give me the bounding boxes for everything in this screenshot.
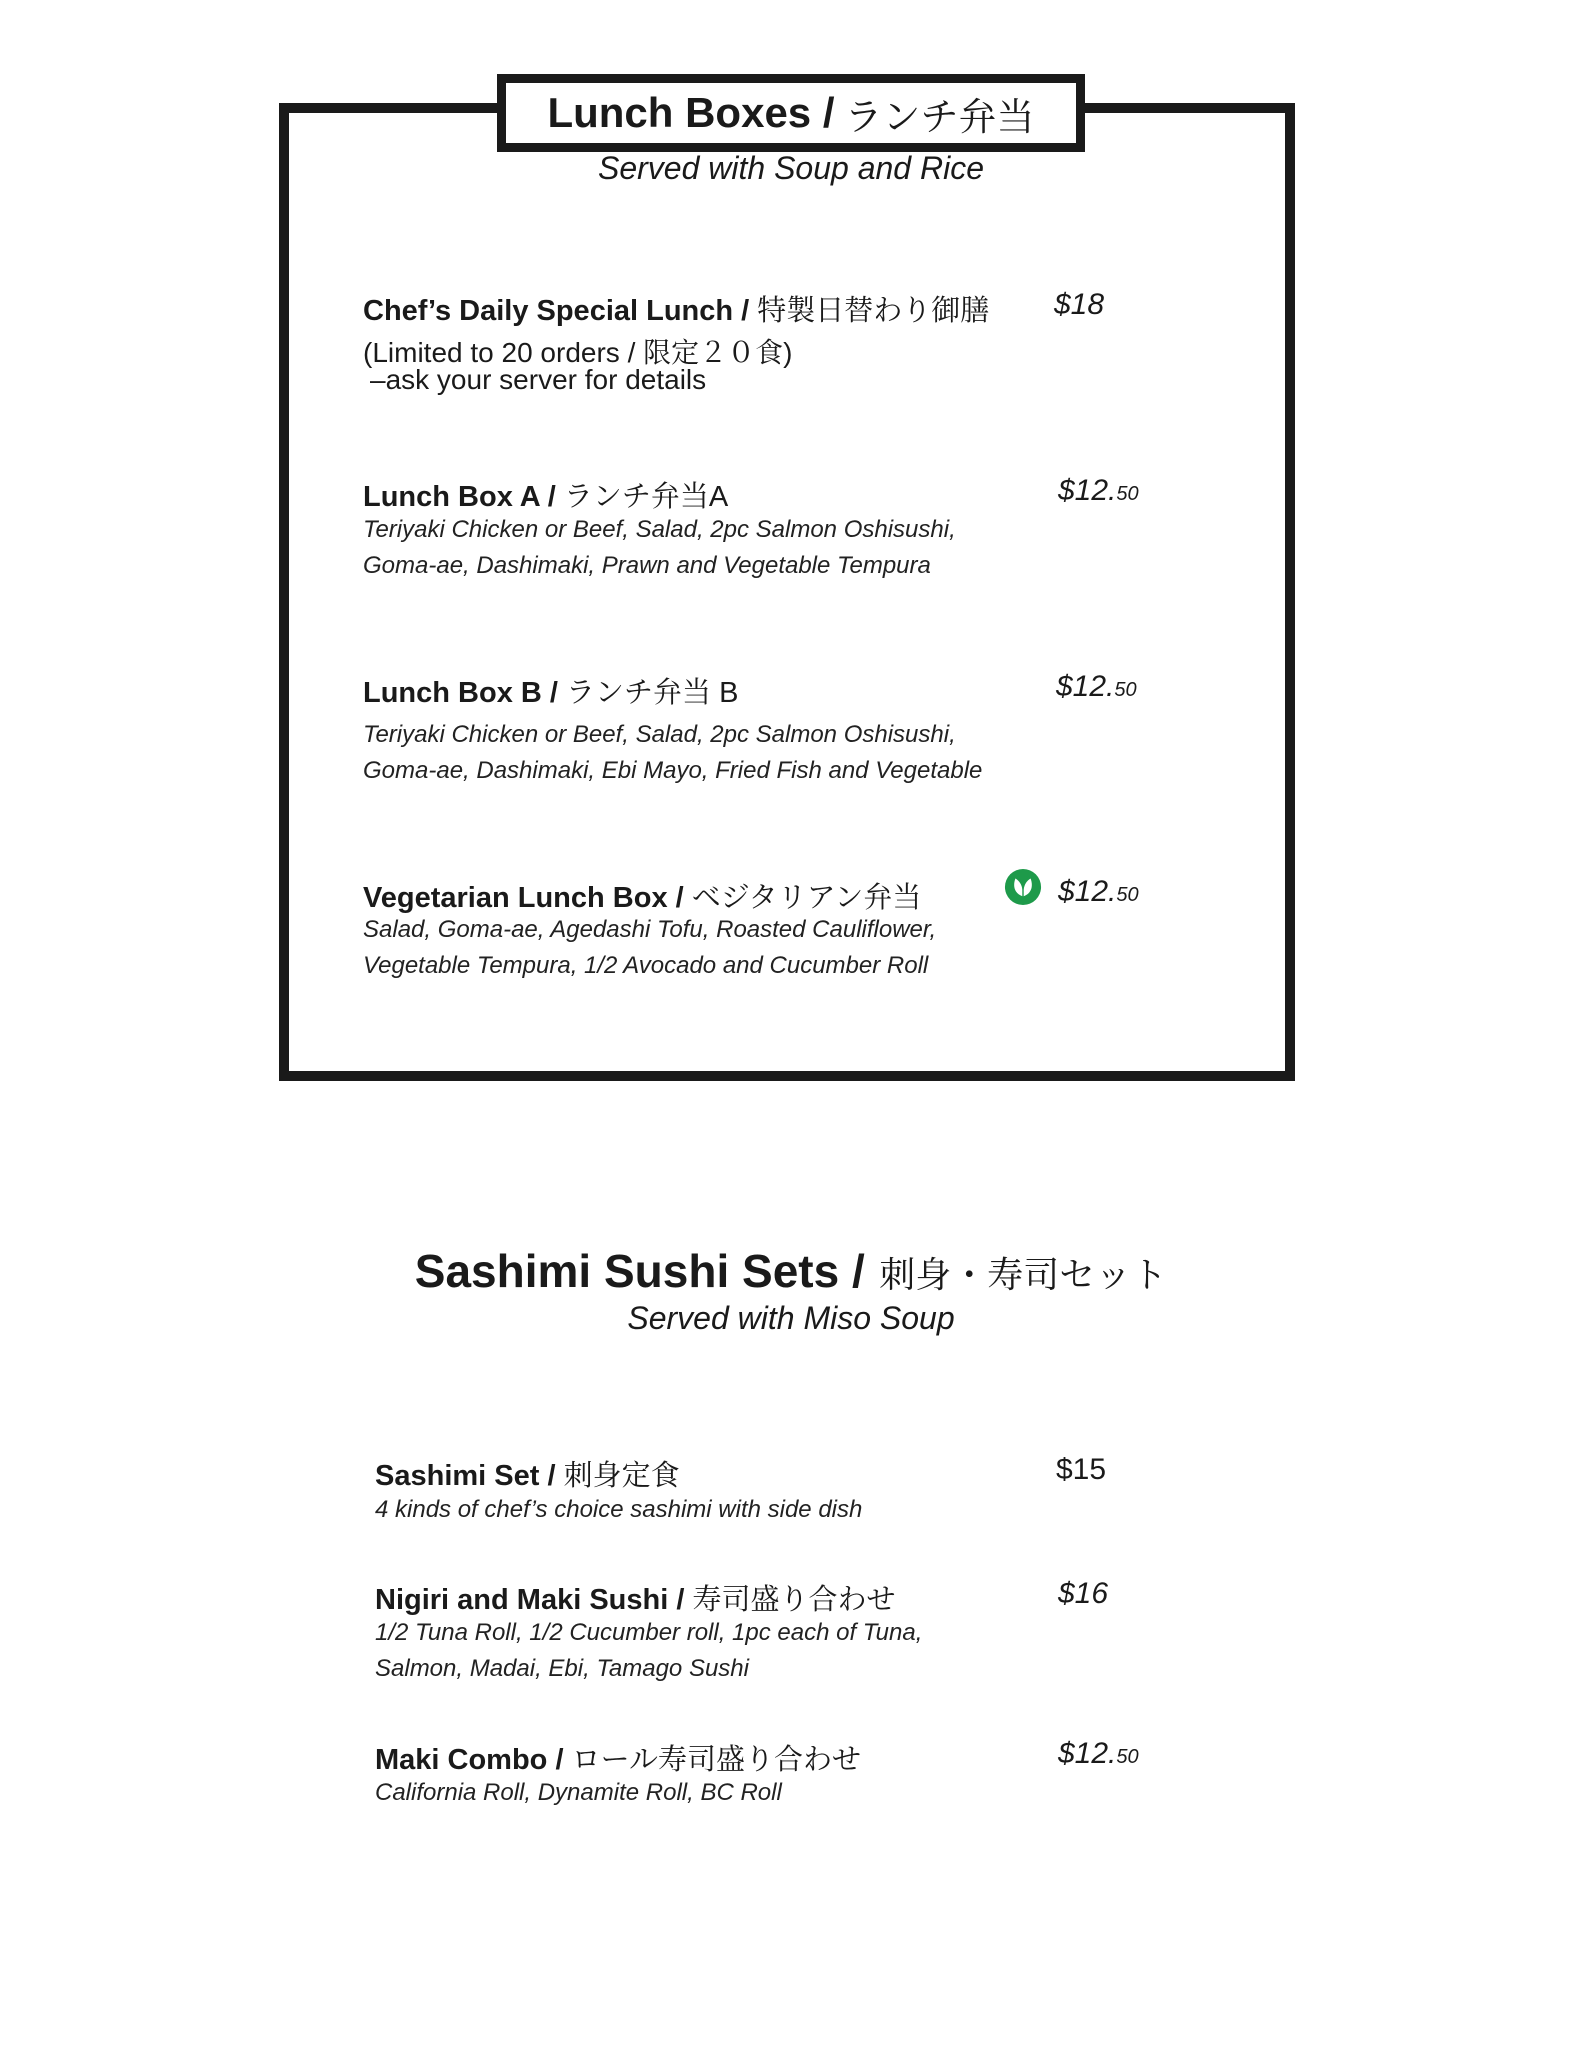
item-name-en: Chef’s Daily Special Lunch /: [363, 295, 750, 327]
item-price: [1056, 670, 1137, 704]
price-dollars: $12.: [1056, 670, 1115, 703]
section-title-jp: 刺身・寿司セット: [879, 1254, 1168, 1295]
lunch-boxes-title: Lunch Boxes /: [547, 89, 835, 136]
item-name-en: Lunch Box A /: [363, 481, 556, 513]
menu-item-name: [375, 1453, 680, 1494]
lunch-boxes-subtitle: Served with Soup and Rice: [598, 150, 984, 186]
item-description: Goma-ae, Dashimaki, Prawn and Vegetable Tempura: [363, 552, 931, 579]
vegetarian-leaf-icon: [1004, 868, 1042, 906]
item-price: [1058, 1737, 1139, 1771]
item-description: California Roll, Dynamite Roll, BC Roll: [375, 1779, 782, 1806]
item-description: Salad, Goma-ae, Agedashi Tofu, Roasted Cauliflower,: [363, 916, 937, 943]
item-name-jp: 刺身定食: [563, 1460, 680, 1492]
item-name-en: Maki Combo /: [375, 1744, 564, 1776]
item-description: Teriyaki Chicken or Beef, Salad, 2pc Salmon Oshisushi,: [363, 721, 956, 748]
item-description: 4 kinds of chef’s choice sashimi with side dish: [375, 1496, 863, 1523]
item-price: [1058, 474, 1139, 508]
item-description: Goma-ae, Dashimaki, Ebi Mayo, Fried Fish and Vegetable: [363, 757, 983, 784]
item-name-jp: ランチ弁当A: [563, 481, 729, 513]
item-name-en: Nigiri and Maki Sushi /: [375, 1584, 685, 1616]
menu-item-name: [363, 288, 989, 329]
item-name-en: Vegetarian Lunch Box /: [363, 882, 684, 914]
item-name-jp: 寿司盛り合わせ: [692, 1584, 896, 1616]
price-dollars: $12.: [1058, 875, 1117, 908]
menu-item-name: [375, 1737, 861, 1778]
menu-item-name: [375, 1577, 895, 1618]
sashimi-sushi-sets-subtitle: Served with Miso Soup: [627, 1300, 955, 1336]
item-name-jp: 特製日替わり御膳: [757, 295, 990, 327]
item-note: (Limited to 20 orders / 限定２０食): [363, 337, 793, 368]
price-cents: 50: [1116, 483, 1139, 505]
price-cents: 50: [1114, 679, 1137, 701]
menu-item-name: [363, 474, 728, 515]
menu-item-name: [363, 670, 738, 711]
item-price: $18: [1054, 288, 1105, 321]
price-dollars: $12.: [1058, 1737, 1117, 1770]
item-description: 1/2 Tuna Roll, 1/2 Cucumber roll, 1pc each of Tuna,: [375, 1619, 923, 1646]
item-price: [1058, 875, 1139, 909]
item-price: $16: [1058, 1577, 1109, 1610]
price-dollars: $12.: [1058, 474, 1117, 507]
lunch-boxes-title-box: [497, 74, 1085, 152]
item-note: –ask your server for details: [370, 364, 707, 395]
item-name-en: Lunch Box B /: [363, 677, 558, 709]
item-price: $15: [1056, 1453, 1107, 1486]
lunch-boxes-title-jp: ランチ弁当: [844, 96, 1035, 139]
item-name-jp: ベジタリアン弁当: [691, 882, 922, 914]
item-name-jp: ロール寿司盛り合わせ: [571, 1744, 861, 1776]
price-cents: 50: [1116, 1746, 1139, 1768]
item-name-jp: ランチ弁当 B: [566, 677, 739, 709]
price-cents: 50: [1116, 884, 1139, 906]
menu-item-name: [363, 875, 921, 916]
item-description: Salmon, Madai, Ebi, Tamago Sushi: [375, 1655, 749, 1682]
sashimi-sushi-sets-title: [0, 1244, 1582, 1298]
item-name-en: Sashimi Set /: [375, 1460, 556, 1492]
item-description: Teriyaki Chicken or Beef, Salad, 2pc Salmon Oshisushi,: [363, 516, 956, 543]
section-title-en: Sashimi Sushi Sets /: [414, 1245, 865, 1297]
item-description: Vegetable Tempura, 1/2 Avocado and Cucumber Roll: [363, 952, 929, 979]
